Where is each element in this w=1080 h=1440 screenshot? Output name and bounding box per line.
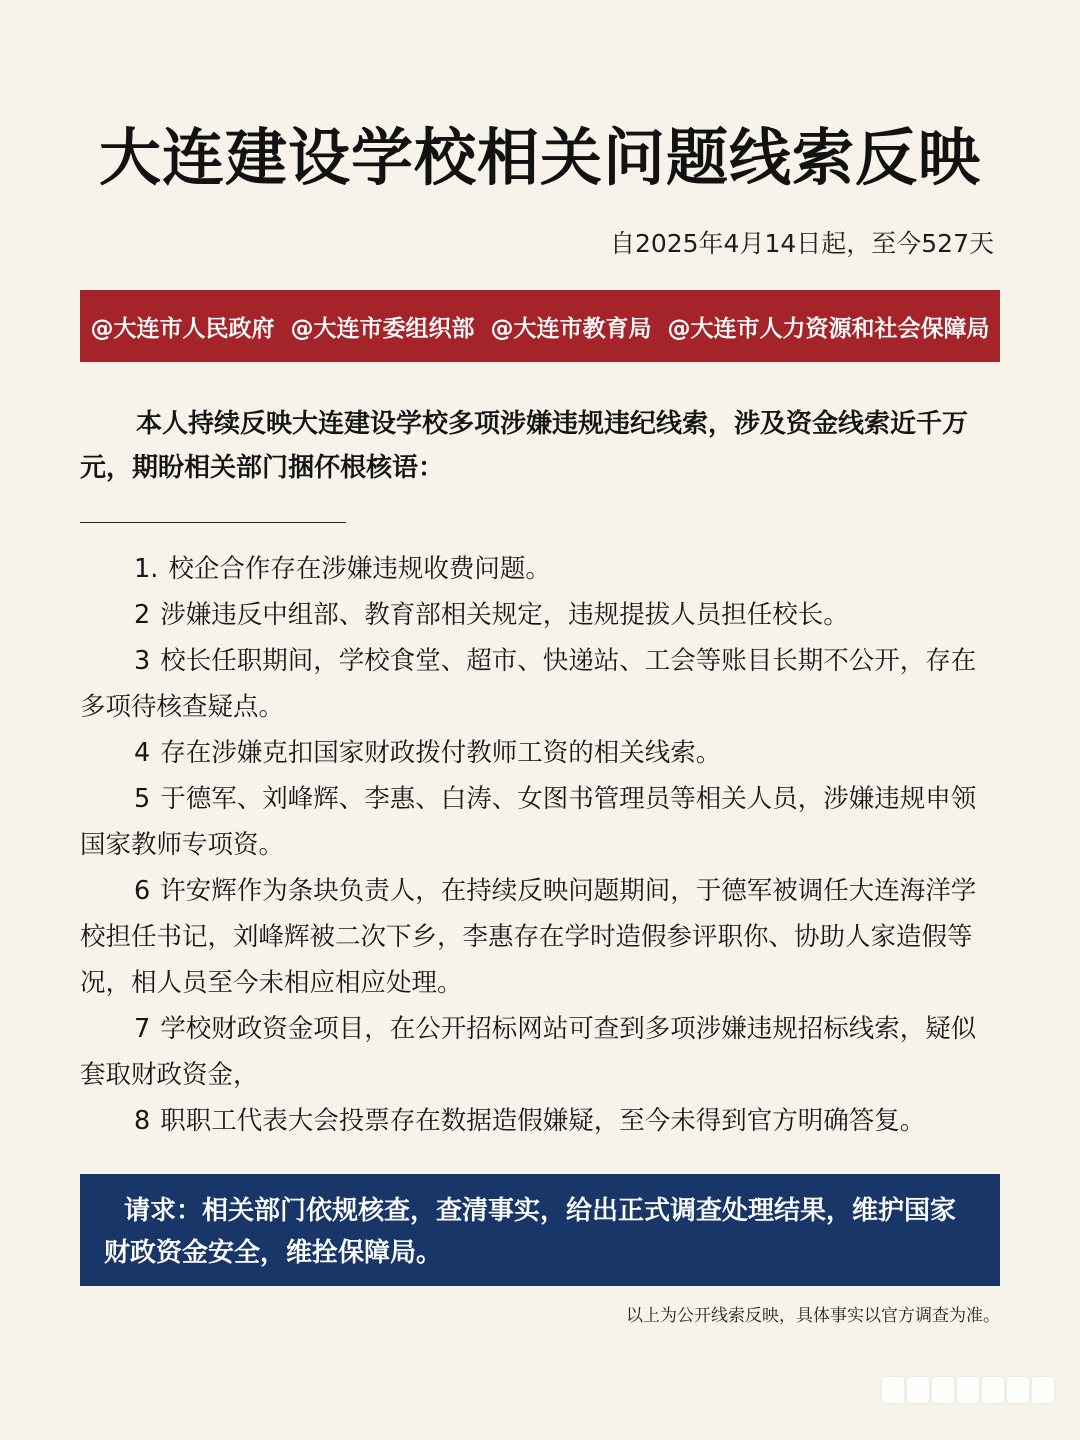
watermark-logo xyxy=(854,1374,1054,1406)
watermark-block xyxy=(907,1377,929,1403)
mentions-bar xyxy=(80,290,1000,362)
mention-tag[interactable]: @大连市人力资源和社会保障局 xyxy=(667,315,990,342)
item-number: 5 xyxy=(134,784,151,814)
mention-tag[interactable]: @大连市教育局 xyxy=(490,315,652,342)
footnote: 以上为公开线索反映，具体事实以官方调查为准。 xyxy=(626,1306,1000,1326)
item-number: 7 xyxy=(134,1014,151,1044)
watermark-block xyxy=(932,1377,954,1403)
intro-paragraph: 本人持续反映大连建设学校多项涉嫌违规违纪线索，涉及资金线索近千万元，期盼相关部门捆伓根核语： xyxy=(80,409,969,483)
divider xyxy=(80,522,346,523)
request-box: 请求：相关部门依规核查，查清事实，给出正式调查处理结果，维护国家财政资金安全，维拴保障局。 xyxy=(80,1174,1000,1286)
item-text: 许安辉作为条块负责人，在持续反映问题期间，于德军被调任大连海洋学校担任书记，刘峰辉被二次下乡，李惠存在学时造假参评职你、协助人家造假等况，相人员至今未相应相应处理。 xyxy=(80,876,977,998)
item-text: 于德军、刘峰辉、李惠、白涛、女图书管理员等相关人员，涉嫌违规申领国家教师专项资。 xyxy=(80,784,977,860)
item-text: 校企合作存在涉嫌违规收费问题。 xyxy=(168,554,551,584)
item-number: 2 xyxy=(134,600,151,630)
mention-tag[interactable]: @大连市委组织部 xyxy=(290,315,475,342)
item-number: 6 xyxy=(134,876,151,906)
item-text: 校长任职期间，学校食堂、超市、快递站、工会等账目长期不公开，存在多项待核查疑点。 xyxy=(80,646,977,722)
list-item xyxy=(80,868,1000,1006)
list-item xyxy=(80,776,1000,868)
item-number: 8 xyxy=(134,1106,151,1136)
item-number: 3 xyxy=(134,646,151,676)
mention-tag[interactable]: @大连市人民政府 xyxy=(90,315,275,342)
list-item xyxy=(80,1006,1000,1098)
list-item xyxy=(80,730,1000,776)
date-line: 自2025年4月14日起，至今527天 xyxy=(609,229,994,258)
item-number: 4 xyxy=(134,738,151,768)
watermark-block xyxy=(1007,1377,1029,1403)
list-item xyxy=(80,546,1000,592)
item-text: 职职工代表大会投票存在数据造假嫌疑，至今未得到官方明确答复。 xyxy=(160,1106,926,1136)
list-item xyxy=(80,1098,1000,1144)
issue-list xyxy=(80,546,1000,1144)
list-item xyxy=(80,592,1000,638)
page-title: 大连建设学校相关问题线索反映 xyxy=(98,121,981,194)
item-text: 学校财政资金项目，在公开招标网站可查到多项涉嫌违规招标线索，疑似套取财政资金， xyxy=(80,1014,977,1090)
watermark-block xyxy=(982,1377,1004,1403)
item-text: 涉嫌违反中组部、教育部相关规定，违规提拔人员担任校长。 xyxy=(160,600,849,630)
watermark-block xyxy=(1032,1377,1054,1403)
watermark-block xyxy=(882,1377,904,1403)
item-number: 1. xyxy=(134,554,159,584)
item-text: 存在涉嫌克扣国家财政拨付教师工资的相关线索。 xyxy=(160,738,722,768)
watermark-block xyxy=(957,1377,979,1403)
list-item xyxy=(80,638,1000,730)
